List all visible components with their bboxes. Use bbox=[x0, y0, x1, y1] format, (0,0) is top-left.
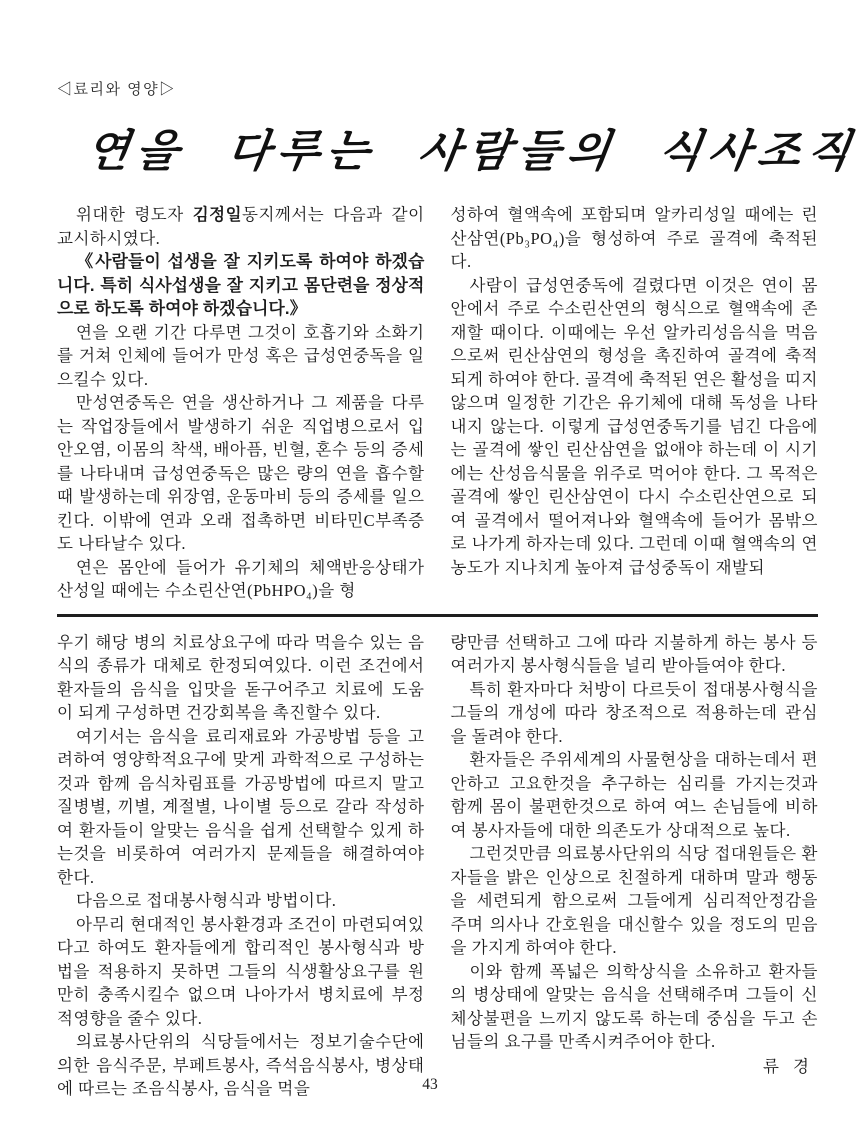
author-byline: 류 경 bbox=[762, 1056, 814, 1076]
body-paragraph bbox=[57, 321, 425, 392]
top-article bbox=[57, 203, 818, 603]
body-paragraph bbox=[57, 889, 425, 913]
body-paragraph bbox=[451, 631, 819, 678]
text-run: 연은 몸안에 들어가 유기체의 체액반응상태가 산성일 때에는 수소린산연(PbHPO₄)을 형 bbox=[57, 557, 425, 600]
leader-quote-paragraph bbox=[57, 250, 425, 321]
bottom-right-column bbox=[451, 631, 819, 1101]
body-paragraph bbox=[451, 203, 819, 274]
bottom-right-paragraphs bbox=[451, 631, 819, 1054]
body-paragraph bbox=[57, 725, 425, 890]
body-paragraph bbox=[57, 913, 425, 1031]
text-run: 특히 환자마다 처방이 다르듯이 접대봉사형식을 그들의 개성에 따라 창조적으로 적용하는데 관심을 돌려야 한다. bbox=[450, 679, 818, 746]
text-run: 만성연중독은 연을 생산하거나 그 제품을 다루는 작업장들에서 발생하기 쉬운 직업병으로서 입안오염, 이몸의 착색, 배아픔, 빈혈, 혼수 등의 증세를 나타내며 급성연중독은 많은 량의 연을 흡수할 때 발생하는데 위장염, 운동마비 등의 증세를 일으킨다. 이밖에 연과 오래 접촉하면 비타민C부족증도 나타날수 있다. bbox=[57, 393, 425, 553]
body-paragraph bbox=[451, 274, 819, 580]
emphasized-text-run: 김정일 bbox=[192, 205, 243, 224]
text-run: 성하여 혈액속에 포함되며 알카리성일 때에는 린산삼연(Pb₃PO₄)을 형성하여 주로 골격에 축적된다. bbox=[450, 205, 818, 271]
text-run: 그런것만큼 의료봉사단위의 식당 접대원들은 환자들을 밝은 인상으로 친절하게 대하며 말과 행동을 세련되게 함으로써 그들에게 심리적안정감을 주며 의사나 간호원을 대신할수 있을 정도의 믿음을 가지게 하여야 한다. bbox=[450, 844, 818, 957]
top-right-column bbox=[451, 203, 819, 603]
text-run: 연을 오랜 기간 다루면 그것이 호흡기와 소화기를 거쳐 인체에 들어가 만성 혹은 급성연중독을 일으킬수 있다. bbox=[57, 322, 425, 389]
text-run: 동지께서는 다음과 같이 교시하시였다. bbox=[57, 205, 425, 248]
emphasized-text-run: 《사람들이 섭생을 잘 지키도록 하여야 하겠습니다. 특히 식사섭생을 잘 지키고 몸단련을 정상적으로 하도록 하여야 하겠습니다.》 bbox=[57, 252, 425, 318]
page-number: 43 bbox=[422, 1076, 438, 1093]
section-kicker: ◁료리와 영양▷ bbox=[57, 81, 176, 98]
bottom-article bbox=[57, 631, 818, 1101]
body-paragraph bbox=[451, 842, 819, 960]
bottom-left-column bbox=[57, 631, 425, 1101]
text-run: 우기 해당 병의 치료상요구에 따라 먹을수 있는 음식의 종류가 대체로 한정되여있다. 이런 조건에서 환자들의 음식을 입맛을 돋구어주고 치료에 도움이 되게 구성하면 건강회복을 촉진할수 있다. bbox=[57, 632, 425, 722]
top-left-column bbox=[57, 203, 425, 603]
body-paragraph bbox=[57, 391, 425, 556]
body-paragraph bbox=[451, 960, 819, 1054]
text-run: 의료봉사단위의 식당들에서는 정보기술수단에 의한 음식주문, 부페트봉사, 즉석음식봉사, 병상태에 따르는 조음식봉사, 음식을 먹을 bbox=[57, 1032, 425, 1098]
text-run: 아무리 현대적인 봉사환경과 조건이 마련되여있다고 하여도 환자들에게 합리적인 봉사형식과 방법을 적용하지 못하면 그들의 식생활상요구를 원만히 충족시킬수 없으며 나아가서 병치료에 부정적영향을 줄수 있다. bbox=[57, 914, 425, 1028]
text-run: 위대한 령도자 bbox=[75, 205, 193, 224]
text-run: 여기서는 음식을 료리재료와 가공방법 등을 고려하여 영양학적요구에 맞게 과학적으로 구성하는것과 함께 음식차림표를 가공방법에 따르지 말고 질병별, 끼별, 계절별, 나이별 등으로 갈라 작성하여 환자들이 알맞는 음식을 쉽게 선택할수 있게 하는것을 비롯하여 여러가지 문제들을 해결하여야 한다. bbox=[57, 726, 425, 887]
body-paragraph bbox=[57, 556, 425, 603]
text-run: 환자들은 주위세계의 사물현상을 대하는데서 편안하고 고요한것을 추구하는 심리를 가지는것과 함께 몸이 불편한것으로 하여 여느 손님들에 비하여 봉사자들에 대한 의존도가 상대적으로 높다. bbox=[450, 750, 818, 840]
text-run: 량만큼 선택하고 그에 따라 지불하게 하는 봉사 등 여러가지 봉사형식들을 널리 받아들여야 한다. bbox=[450, 632, 818, 675]
text-run: 사람이 급성연중독에 걸렸다면 이것은 연이 몸안에서 주로 수소린산연의 형식으로 혈액속에 존재할 때이다. 이때에는 우선 알카리성음식을 먹음으로써 린산삼연의 형성을 촉진하여 골격에 축적되게 하여야 한다. 골격에 축적된 연은 활성을 띠지 않으며 일정한 기간은 유기체에 대해 독성을 나타내지 않는다. 이렇게 급성연중독기를 넘긴 다음에는 골격에 쌓인 린산삼연을 없애야 하는데 이 시기에는 산성음식물을 위주로 먹어야 한다. 그 목적은 골격에 쌓인 린산삼연이 다시 수소린산연으로 되여 골격에서 떨어져나와 혈액속에 들어가 몸밖으로 나가게 하자는데 있다. 그런데 이때 혈액속의 연농도가 지나치게 높아져 급성중독이 재발되 bbox=[450, 275, 818, 577]
section-divider bbox=[57, 614, 818, 617]
body-paragraph bbox=[57, 203, 425, 250]
article-title: 연을 다루는 사람들의 식사조직 bbox=[82, 126, 860, 177]
body-paragraph bbox=[451, 678, 819, 749]
body-paragraph bbox=[451, 748, 819, 842]
text-run: 이와 함께 폭넓은 의학상식을 소유하고 환자들의 병상태에 알맞는 음식을 선택해주며 그들이 신체상불편을 느끼지 않도록 하는데 중심을 두고 손님들의 요구를 만족시켜주어야 한다. bbox=[450, 961, 818, 1051]
body-paragraph bbox=[57, 631, 425, 725]
text-run: 다음으로 접대봉사형식과 방법이다. bbox=[75, 891, 337, 910]
